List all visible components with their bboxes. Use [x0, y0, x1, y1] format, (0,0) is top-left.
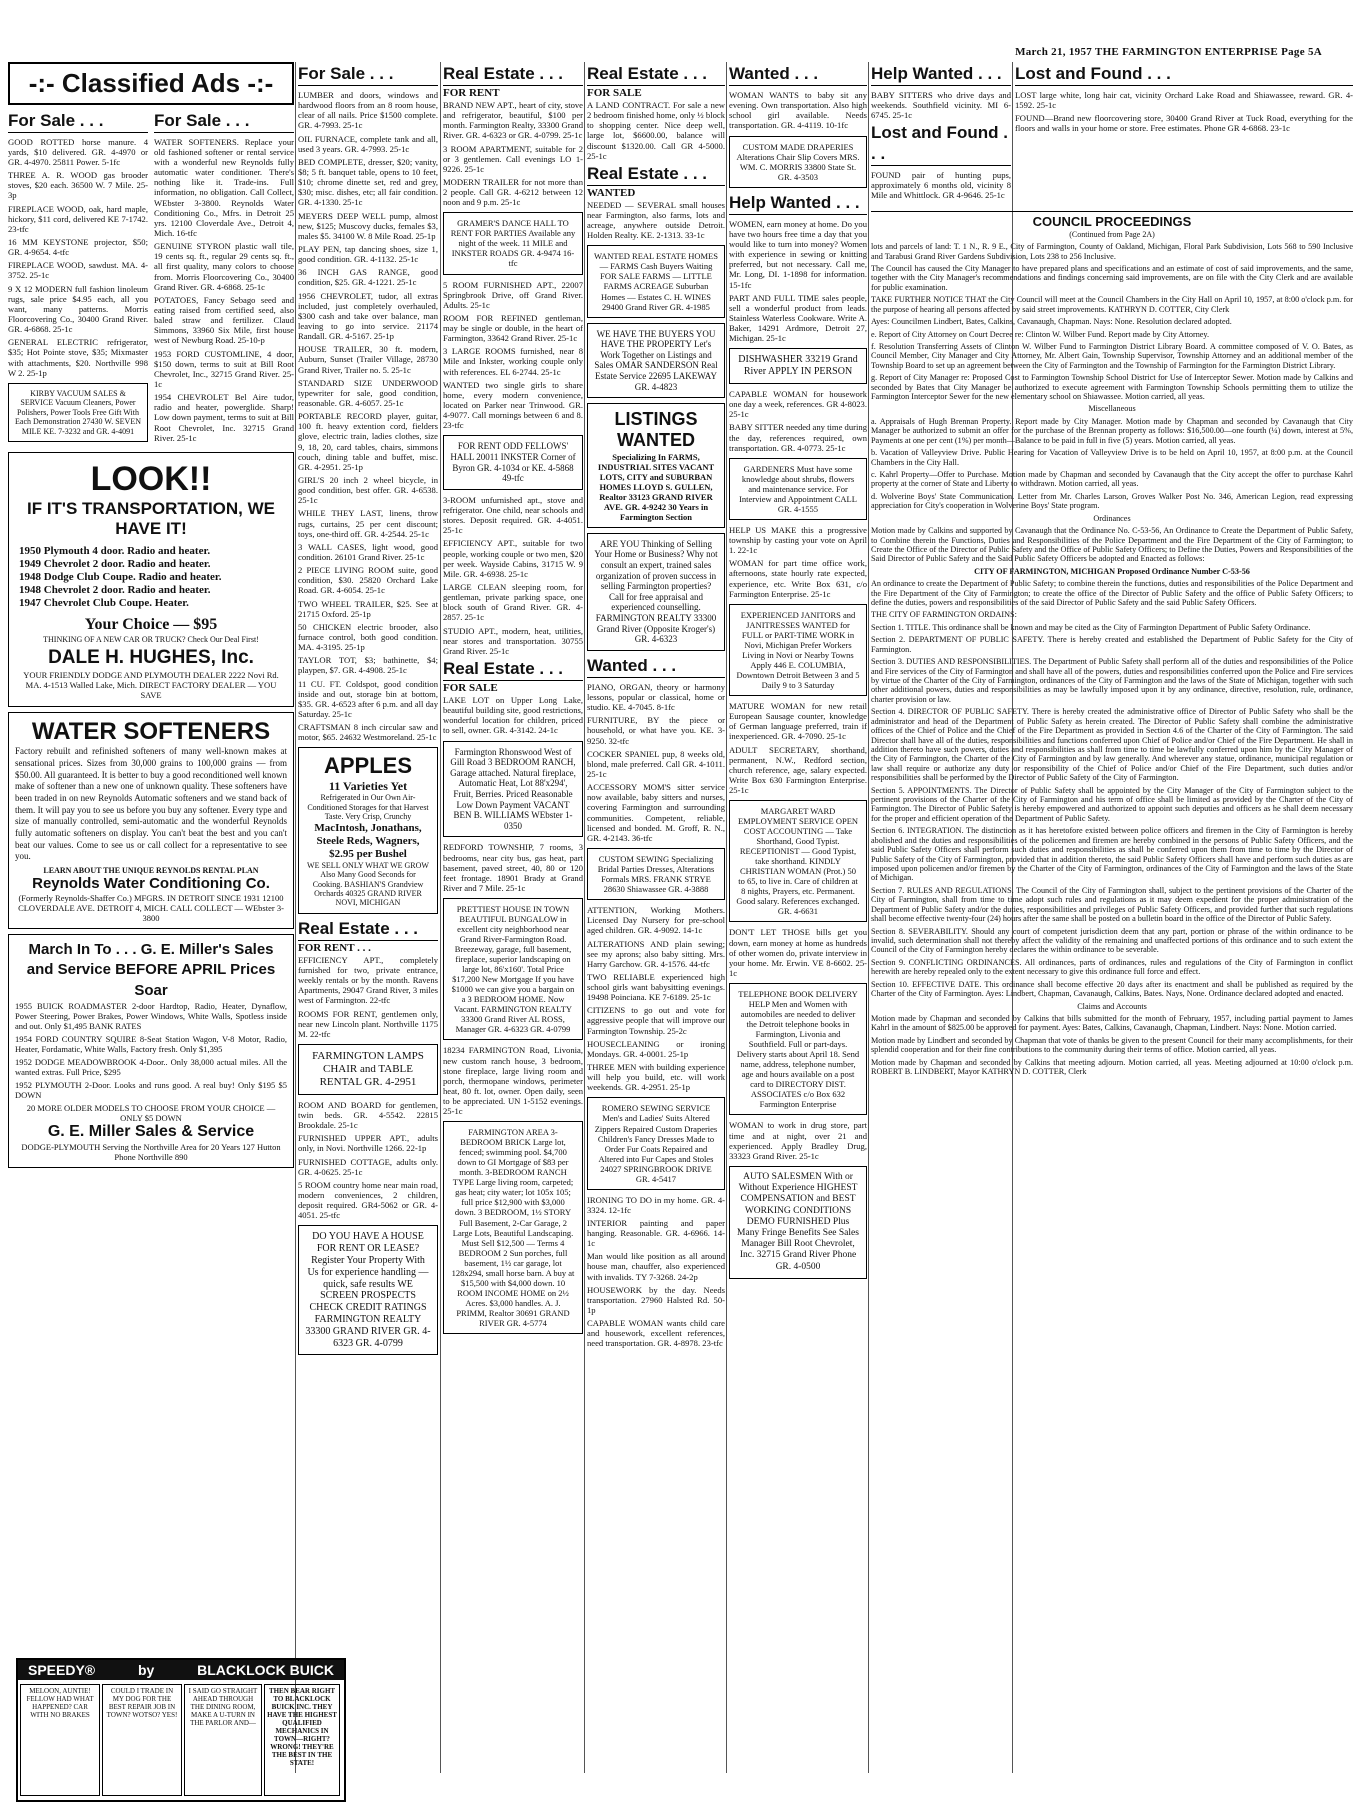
- apples-ad: [298, 747, 438, 914]
- list-item: LAKE LOT on Upper Long Lake, beautiful building site, good restrictions, wonderful location for children, priced to sell, owner. GR. 4-3142. 24-1c: [443, 695, 583, 736]
- list-item: HOUSECLEANING or ironing Mondays. GR. 4-0001. 25-1p: [587, 1038, 725, 1059]
- list-item: 1954 CHEVROLET Bel Aire tudor, radio and heater, powerglide. Sharp! Low down payment, terms to suit at Bill Root Chevrolet, Inc. 32715 Grand River. 25-1c: [154, 392, 294, 443]
- list-item: STANDARD SIZE UNDERWOOD typewriter for sale, good condition, reasonable. GR. 4-6057. 25-1c: [298, 377, 438, 408]
- list-item: 11 CU. FT. Coldspot, good condition inside and out, storage bin at bottom, $35. GR. 4-6523 after 6 p.m. and all day Saturday. 25-1c: [298, 678, 438, 719]
- for-sale-header: For Sale . . .: [298, 64, 438, 86]
- dealer-name: DALE H. HUGHES, Inc.: [48, 647, 254, 669]
- list-item: WOMAN WANTS to baby sit any evening. Own transportation. Also high school girl available. Needs transportation. GR. 4-4119. 10-1fc: [729, 90, 867, 131]
- house-rent-ad: DO YOU HAVE A HOUSE FOR RENT OR LEASE? Register Your Property With Us for experience handling — quick, safe results WE SCREEN PROSPECTS CHECK CREDIT RATINGS FARMINGTON REALTY 33300 GRAND RIVER GR. 4-6323 GR. 4-0799: [298, 1225, 438, 1355]
- miller-foot: DODGE-PLYMOUTH Serving the Northville Area for 20 Years 127 Hutton Phone Northville 890: [21, 1141, 281, 1162]
- council-paragraph: f. Resolution Transferring Assets of Clinton W. Wilber Fund to Farmington District Library Board. A committee composed of V. O. Bates, as Council Member, City Manager and City Attorney, Mr. Albert Gain, Township Supervisor, Township Attorney and an additional member of the Township Board to set up an agreement between the City of Farmington and the Township of Farmington for the Farmington District Library.: [871, 341, 1353, 370]
- masthead: March 21, 1957 THE FARMINGTON ENTERPRISE Page 5A: [1015, 46, 1322, 58]
- dance-hall-ad: GRAMER'S DANCE HALL TO RENT FOR PARTIES Available any night of the week. 11 MILE and INKSTER ROADS GR. 4-9474 16-tfc: [443, 212, 583, 274]
- list-item: THREE A. R. WOOD gas brooder stoves, $20 each. 36500 W. 7 Mile. 25-3p: [8, 170, 148, 201]
- list-item: BED COMPLETE, dresser, $20; vanity, $8; 5 ft. banquet table, opens to 10 feet, $10; chrome dinette set, red and grey, $30; misc. dishes, etc; all fair condition. GR. 4-1330. 25-1c: [298, 156, 438, 208]
- water-softeners-ad: [8, 712, 294, 929]
- list-item: NEEDED — SEVERAL small houses near Farmington, also farms, lots and acreage, anywhere outside Detroit. Holden Realty. KE. 2-1313. 33-1c: [587, 199, 725, 241]
- list-item: REDFORD TOWNSHIP, 7 rooms, 3 bedrooms, near city bus, gas heat, part basement, paved street, 40, 80 or 120 feet frontage. 18901 Brady at Grand River and 7 Mile. 25-1c: [443, 842, 583, 894]
- list-item: 18234 FARMINGTON Road, Livonia, new custom ranch house, 3 bedroom, stone fireplace, large living room and porch, thermopane windows, perimeter heat, 80 ft. lot, owner. Open daily, seen to be appreciated. UN 1-5152 evenings. 25-1c: [443, 1045, 583, 1117]
- list-item: ALTERATIONS AND plain sewing; see my aprons; also baby sitting. Mrs. Harry Garchow. GR. 4-1576. 44-tfc: [587, 938, 725, 969]
- comic-panel-2: COULD I TRADE IN MY DOG FOR THE BEST REPAIR JOB IN TOWN? WOTSO? YES!: [102, 1684, 182, 1796]
- list-item: FOUND—Brand new floorcovering store, 30400 Grand River at Tuck Road, everything for the floors and walls in your home or store. Free estimates. Phone GR 4-6868. 23-1c: [1015, 113, 1353, 134]
- list-item: 5 ROOM FURNISHED APT., 22007 Springbrook Drive, off Grand River. Adults. 25-1c: [443, 279, 583, 310]
- list-item: POTATOES, Fancy Sebago seed and eating raised from certified seed, also baled straw and fertilizer. Claud Simmons, 33960 Six Mile, first house west of Newburg Road. 25-10-p: [154, 294, 294, 346]
- list-item: 1952 DODGE MEADOWBROOK 4-Door.. Only 38,000 actual miles. All the wanted extras. Full Price, $295: [15, 1057, 287, 1078]
- council-paragraph: Section 10. EFFECTIVE DATE. This ordinance shall become effective 20 days after its enactment and shall be published as required by the Charter of the City of Farmington. Ayes: Lindbert, Chapman, Cavanaugh, Calkins, Bates. Nays, None. Ordinance declared adopted and enacted.: [871, 979, 1353, 999]
- council-paragraph: Motion made by Calkins and supported by Cavanaugh that the Ordinance No. C-53-56, An Ordinance to Create the Department of Public Safety, to Combine therein the Functions, Duties and Responsibilities of the Police Department and the Fire Department of the City of Farmington; to Create the Office of the Director of Public Safety and the Office of Public Safety Officers; to Define the Duties, Powers and Responsibilities of the Said Director of Public Safety and the Said Public Safety Officers be adopted and Enacted as follows:: [871, 526, 1353, 564]
- list-item: 1950 Plymouth 4 door. Radio and heater.: [19, 545, 211, 558]
- for-sale-header: For Sale . . .: [154, 111, 294, 133]
- list-item: ACCESSORY MOM'S sitter service now available, baby sitters and nurses, covering Farmington and surrounding communities. Competent, reliable, licensed and bonded. M. Groff, R. N., GR. 4-2143. 36-tfc: [587, 782, 725, 843]
- look-title: LOOK!!: [90, 460, 212, 498]
- list-item: 1947 Chevrolet Club Coupe. Heater.: [19, 597, 189, 610]
- for-sale-sub: FOR SALE: [443, 682, 498, 695]
- auto-salesmen-ad: AUTO SALESMEN With or Without Experience HIGHEST COMPENSATION and BEST WORKING CONDITIONS DEMO FURNISHED Plus Many Fringe Benefits See Sales Manager Bill Root Chevrolet, Inc. 32715 Grand River Phone GR. 4-0500: [729, 1166, 867, 1279]
- list-item: BABY SITTER needed any time during the day, references required, own transportation. GR. 4-0773. 25-1c: [729, 422, 867, 453]
- council-paragraph: Section 1. TITLE. This ordinance shall be known and may be cited as the City of Farmington Department of Public Safety Ordinance.: [871, 622, 1311, 632]
- list-item: FIREPLACE WOOD, oak, hard maple, hickory, $11 cord, delivered KE 7-1742. 23-tfc: [8, 203, 148, 234]
- apples-text: Refrigerated in Our Own Air-Conditioned Storages for that Harvest Taste. Very Crisp, Crunchy: [307, 793, 429, 822]
- list-item: 1954 FORD COUNTRY SQUIRE 8-Seat Station Wagon, V-8 Motor, Radio, Heater, Fordamatic, White Walls, Factory fresh. Only $1,395: [15, 1033, 287, 1054]
- margaret-ward-ad: MARGARET WARD EMPLOYMENT SERVICE OPEN COST ACCOUNTING — Take Shorthand, Good Typist. RECEPTIONIST — Good Typist, take shorthand. KINDLY CHRISTIAN WOMAN (Prot.) 50 to 65, to live in. Care of children at 8 nights, Prayers, etc. Permanent. Good salary. References exchanged. GR. 4-6631: [729, 800, 867, 922]
- selling-ad: ARE YOU Thinking of Selling Your Home or Business? Why not consult an expert, trained sales organization of proven success in selling Farmington properties? Call for free appraisal and experienced counselling. FARMINGTON REALTY 33300 Grand River (Opposite Kroger's) GR. 4-6323: [587, 533, 725, 651]
- list-item: GOOD ROTTED horse manure. 4 yards, $10 delivered. GR. 4-4970 or GR. 4-4970. 25811 Power. 5-1fc: [8, 136, 148, 167]
- council-subhead: CITY OF FARMINGTON, MICHIGAN Proposed Ordinance Number C-53-56: [974, 566, 1250, 576]
- council-paragraph: Ayes: Councilmen Lindbert, Bates, Calkins, Cavanaugh, Chapman. Nays: None. Resolution declared adopted.: [871, 317, 1232, 327]
- water-company: Reynolds Water Conditioning Co.: [32, 875, 270, 893]
- list-item: 2 PIECE LIVING ROOM suite, good condition, $30. 25820 Orchard Lake Road. GR. 4-6054. 25-1c: [298, 565, 438, 596]
- list-item: HELP US MAKE this a progressive township by casting your vote on April 1. 22-1c: [729, 524, 867, 556]
- apples-title: APPLES: [323, 753, 413, 779]
- list-item: 5 ROOM country home near main road, modern conveniences, 2 children, deposit required. GR4-5062 or GR. 4-4051. 25-tfc: [298, 1179, 438, 1221]
- for-rent-sub: FOR RENT: [443, 87, 500, 100]
- water-address: (Formerly Reynolds-Shaffer Co.) MFGRS. IN DETROIT SINCE 1931 12100 CLOVERDALE AVE. DETROIT 4, MICH. CALL COLLECT — WEbster 3-3800: [18, 893, 284, 924]
- prettiest-house-ad: PRETTIEST HOUSE IN TOWN BEAUTIFUL BUNGALOW in excellent city neighborhood near Grand River-Farmington Road. Breezeway, garage, full basement, fireplace, superior landscaping on large lot, 86'x160'. Total Price $17,200 New Mortgage If you have $1000 we can give you a bargain on a 3 BEDROOM HOME. Now Vacant. FARMINGTON REALTY 33300 Grand River AL ROSS, Manager GR. 4-6323 GR. 4-0799: [443, 898, 583, 1040]
- list-item: 1949 Chevrolet 2 door. Radio and heater.: [19, 558, 211, 571]
- council-paragraph: Motion made by Chapman and seconded by Calkins that bills submitted for the month of February, 1957, including partial payment to James Kahrl in the amount of $825.00 be approved for payment. Ayes: Bates, Calkins, Cavanaugh, Chapman, Lindbert. Nays: None. Motion carried.: [871, 1013, 1353, 1033]
- council-paragraph: The Council has caused the City Manager to have prepared plans and specifications and an estimate of cost of said improvements, and the same, together with the City Manager's recommendations and findings concerning said improvements, are on file with the City Clerk and are available for public examination.: [871, 263, 1353, 292]
- column-rule: [726, 62, 727, 1773]
- sanderson-ad: WE HAVE THE BUYERS YOU HAVE THE PROPERTY Let's Work Together on Listings and Sales OMAR SANDERSON Real Estate Service 22695 LAKEWAY GR. 4-4823: [587, 323, 725, 399]
- council-paragraph: Section 8. SEVERABILITY. Should any court of competent jurisdiction deem that any part, portion or phrase of the within ordinance to be invalid, such determination shall not thereby affect the validity of the remaining and unaffected portions of this ordinance and to such extent the Council of the City of Farmington hereby declares the within ordinance to be severable.: [871, 926, 1353, 955]
- list-item: CAPABLE WOMAN wants child care and housework, excellent references, need transportation. GR. 4-8978. 23-tfc: [587, 1318, 725, 1349]
- council-title: COUNCIL PROCEEDINGS: [1032, 214, 1192, 229]
- list-item: LARGE CLEAN sleeping room, for gentleman, private parking space, one block south of Grand River. GR. 4-2857. 25-1c: [443, 582, 583, 623]
- list-item: ROOM AND BOARD for gentlemen, twin beds. GR. 4-5542. 22815 Brookdale. 25-1c: [298, 1099, 438, 1131]
- column-rule: [295, 62, 296, 1773]
- council-paragraph: Section 4. DIRECTOR OF PUBLIC SAFETY. There is hereby created the administrative office of Director of Public Safety who shall be the administrator and head of the Department of Public Safety as herein created. The Director of Public Safety shall combine the administrative offices of the Chief of Police and the Chief of the Fire Department as provided in Section 4.6 of the Charter of the City of Farmington. The said Director shall have all of the duties, responsibilities and functions conferred upon Chief of Police and/or Chief of the Fire Department. He shall in addition thereto have such powers, duties and responsibilities as shall from time to time be lawfully conferred upon him by the City Manager of the City of Farmington, the Charter of the City of Farmington and by law generally. And wherever any statue, ordinance, municipal regulation or law shall require or authorize any duty or responsibility of the Chief of Police and/or Chief of the Fire Department, such duties and/or responsibilities shall be performed by the Director of Public Safety of the City of Farmington.: [871, 707, 1353, 783]
- list-item: FURNITURE, BY the piece or household, or what have you. KE. 3-9250. 32-tfc: [587, 715, 725, 746]
- list-item: MATURE WOMAN for new retail European Sausage counter, knowledge of German language preferred, train if inexperienced. GR. 4-7090. 25-1c: [729, 701, 867, 742]
- list-item: WOMEN, earn money at home. Do you have two hours free time a day that you would like to turn into money? Women with experience in sewing or knitting preferred, but not necessary. Call me, Mr. Long, DI. 1-1898 for information. 15-1fc: [729, 218, 867, 290]
- water-text: Factory rebuilt and refinished softeners of many well-known makes at sensational prices. Sizes from 30,000 grains to 100,000 grains — from $50.00. All guaranteed. It is better to buy a good reconditioned well known make of softener than a new one of unknown quality. These softeners have been traded in on new Reynolds Automatic softeners and we stand back of them. It will pay you to see us before you buy any softener. Every type and size of manually controlled, semi-automatic and the wonderful Reynolds fully automatic softeners on display. You can't beat the best and you can't beat our values. Come to see us or call collect for a representative to see you.: [15, 746, 287, 862]
- comic-by: by: [137, 1662, 155, 1678]
- list-item: CRAFTSMAN 8 inch circular saw and motor, $65. 24632 Westmoreland. 25-1c: [298, 722, 438, 743]
- council-subhead: Claims and Accounts: [1077, 1001, 1147, 1011]
- listings-text: Specializing In FARMS, INDUSTRIAL SITES VACANT LOTS, CITY and SUBURBAN HOMES LLOYD S. GULLEN, Realtor 33123 GRAND RIVER AVE. GR. 4-9242 30 Years in Farmington Section: [597, 451, 715, 522]
- listings-ad: [587, 403, 725, 528]
- list-item: INTERIOR painting and paper hanging. Reasonable. GR. 4-6966. 14-1c: [587, 1217, 725, 1249]
- list-item: 3-ROOM unfurnished apt., stove and refrigerator. One child, near schools and stores. Deposit required. GR. 4-4051. 25-1c: [443, 494, 583, 536]
- list-item: MODERN TRAILER for not more than 2 people. Call GR. 4-6212 between 12 noon and 9 p.m. 25-1c: [443, 177, 583, 208]
- council-paragraph: Section 9. CONFLICTING ORDINANCES. All ordinances, parts of ordinances, rules and regulations of the City of Farmington in conflict herewith are hereby repealed only to the extent necessary to give this ordinance full force and effect.: [871, 957, 1353, 977]
- council-paragraph: Section 3. DUTIES AND RESPONSIBILITIES. The Department of Public Safety shall perform all of the duties and responsibilities of the Police and Fire services of the City of Farmington and shall have all of the powers, duties and responsibilities conferred upon the Police and Fire services by virtue of the Charter of the City of Farmington, ordinances of the City of Farmington and the laws of the State of Michigan, together with such other additional powers, duties and responsibilities as may be lawfully imposed upon it by any ordinance, directive, resolution, rule, ordinance, charter provision or law.: [871, 657, 1353, 704]
- list-item: FOUND pair of hunting pups, approximately 6 months old, vicinity 8 Mile and Whittlock. GR 4-9646. 25-1c: [871, 169, 1011, 200]
- list-item: WATER SOFTENERS. Replace your old fashioned softener or rental service with a wonderful new Reynolds fully automatic water conditioner. There's nothing like it. Trade-ins. Full information, no obligation. Call Collect, WEbster 3-3800. Reynolds Water Conditioning Co., Mfrs. in Detroit 25 yrs. 12100 Cloverdale Ave., Detroit 4, Mich. 16-tfc: [154, 136, 294, 238]
- list-item: STUDIO APT., modern, heat, utilities, near stores and transportation. 30755 Grand River. 25-1c: [443, 625, 583, 656]
- list-item: ROOMS FOR RENT, gentlemen only, near new Lincoln plant. Northville 1175 M. 22-tfc: [298, 1008, 438, 1039]
- list-item: TAYLOR TOT, $3; bathinette, $4; playpen, $7. GR. 4-4908. 25-1c: [298, 655, 438, 676]
- farmington-area-ad: FARMINGTON AREA 3-BEDROOM BRICK Large lot, fenced; swimming pool. $4,700 down to GI Mortgage of $83 per month. 3-BEDROOM RANCH TYPE Large living room, carpeted; gas heat; city water; lot 105x 105; full price $12,900 with $3,000 down. 3 BEDROOM, 1½ STORY Full Basement, 2-Car Garage, 2 Large Lots, Beautiful Landscaping. Must Sell $12,500 — Terms 4 BEDROOM 2 Sun porches, full basement, 1½ car garage, lot 128x294, small horse barn. A buy at $15,500 with $4,000 down. 10 ROOM INCOME HOME on 2½ Acres. $3,000 handles. A. J. PRIMM, Realtor 30691 GRAND RIVER GR. 4-5774: [443, 1121, 583, 1333]
- list-item: WHILE THEY LAST, linens, throw rugs, curtains, 25 per cent discount; toys, one-third off. GR. 4-2544. 25-1c: [298, 508, 438, 539]
- list-item: 1952 PLYMOUTH 2-Door. Looks and runs good. A real buy! Only $195 $5 DOWN: [15, 1080, 287, 1101]
- council-subhead: Ordinances: [1093, 513, 1131, 523]
- council-paragraph: Section 7. RULES AND REGULATIONS. The Council of the City of Farmington shall, subject to the pertinent provisions of the Charter of the City of Farmington, shall from time to time adopt such rules and regulations as it may deem expedient for the proper administration of the Department of Public Safety and/or the duties, responsibilities and privileges of Public Safety Officers, and provided further that such regulations shall become effective twenty-four (24) hours after the same shall be posted on a bulletin board in the office of the Director of Public Safety.: [871, 885, 1353, 924]
- council-paragraph: lots and parcels of land: T. 1 N., R. 9 E., City of Farmington, County of Oakland, Michigan, Floral Park Subdivision, Lots 568 to 590 Inclusive and Tarabusi Grand River Gardens Subdivision, Lots 238 to 256 Inclusive.: [871, 242, 1353, 261]
- council-paragraph: a. Appraisals of Hugh Brennan Property. Report made by City Manager. Motion made by Chapman and seconded by Cavanaugh that City Manager be authorized to submit an offer for the purchase of the Brennan property as follows: $16,500.00—one fourth (¼) down, interest at 5%, Payments at one per cent (1%) per month—Balance to be paid in full in five (5) years. Motion carried, all yeas.: [871, 416, 1353, 445]
- list-item: 3 ROOM APARTMENT, suitable for 2 or 3 gentlemen. Call evenings LO 1-9226. 25-1c: [443, 143, 583, 174]
- list-item: COCKER SPANIEL pup, 8 weeks old, blond, male preferred. Call GR. 4-1011. 25-1c: [587, 748, 725, 780]
- miller-head: March In To . . . G. E. Miller's Sales and Service BEFORE APRIL Prices Soar: [26, 941, 276, 999]
- list-item: DON'T LET THOSE bills get you down, earn money at home as hundreds of other women do, private interview in your home. Mr. Erwin. VE 8-6602. 25-1c: [729, 927, 867, 979]
- odd-fellows-ad: FOR RENT ODD FELLOWS' HALL 20011 INKSTER Corner of Byron GR. 4-1034 or KE. 4-5868 49-tfc: [443, 435, 583, 489]
- council-paragraph: Motion made by Chapman and seconded by Calkins that meeting adjourn. Motion carried, all yeas. Meeting adjourned at 10:00 o'clock p.m. ROBERT B. LINDBERT, Mayor KATHRYN D. COTTER, Clerk: [871, 1057, 1353, 1077]
- list-item: BABY SITTERS who drive days and weekends. Southfield vicinity. MI 6-6745. 25-1c: [871, 90, 1011, 121]
- council-continued: (Continued from Page 2A): [1069, 229, 1155, 239]
- for-sale-header: For Sale . . .: [8, 111, 148, 133]
- custom-sewing-ad: CUSTOM SEWING Specializing Bridal Parties Dresses, Alterations Formals MRS. FRANK STRYE 28630 Shiawassee GR. 4-3888: [587, 848, 725, 900]
- help-wanted-header: Help Wanted . . .: [729, 193, 867, 215]
- choice-sub: THINKING OF A NEW CAR OR TRUCK? Check Our Deal First!: [43, 634, 259, 644]
- council-paragraph: Section 5. APPOINTMENTS. The Director of Public Safety shall be appointed by the City Manager of the City of Farmington subject to the pertinent provisions of the Charter of the City of Farmington and his term of office shall be limited as provided by the Charter of the City of Farmington. The Director of Public Safety is hereby empowered and authorized to appoint such deputies and officers as he shall deem necessary for the proper and efficient operation of the Department of Public Safety.: [871, 785, 1353, 823]
- list-item: GIRL'S 20 inch 2 wheel bicycle, in good condition, best offer. GR. 4-6538. 25-1c: [298, 474, 438, 506]
- list-item: CITIZENS to go out and vote for aggressive people that will improve our Farmington Township. 25-2c: [587, 1005, 725, 1036]
- miller-ad: [8, 934, 294, 1168]
- wanted-header: Wanted . . .: [729, 64, 867, 86]
- list-item: 3 LARGE ROOMS furnished, near 8 Mile and Inkster, working couple only with references. EL 6-2744. 25-1c: [443, 346, 583, 377]
- comic-panel-4: THEN BEAR RIGHT TO BLACKLOCK BUICK INC. THEY HAVE THE HIGHEST QUALIFIED MECHANICS IN TOWN—RIGHT? WRONG! THEY'RE THE BEST IN THE STATE!: [264, 1684, 340, 1796]
- council-paragraph: b. Vacation of Valleyview Drive. Public Hearing for Vacation of Valleyview Drive is to be held on April 10, 1957, at 8:00 p.m. at the Council Chambers in the City Hall.: [871, 448, 1353, 467]
- classified-ads-title: -:- Classified Ads -:-: [8, 62, 294, 105]
- list-item: ADULT SECRETARY, shorthand, permanent, N.W., Redford section, church reference, age, salary expected. Write Box 630 Farmington Enterprise. 25-1c: [729, 744, 867, 796]
- list-item: 1948 Chevrolet 2 door. Radio and heater.: [19, 584, 211, 597]
- listings-title: LISTINGS WANTED: [614, 409, 698, 451]
- real-estate-header: Real Estate . . .: [587, 164, 725, 186]
- list-item: PORTABLE RECORD player, guitar, 100 ft. heavy extention cord, fielders glove, electric train, ladies clothes, size 9, 18, 20, card tables, chairs, simmons couch, dining table and buffet, misc. GR. 4-2951. 25-1p: [298, 411, 438, 472]
- council-paragraph: An ordinance to create the Department of Public Safety; to combine therein the functions, duties and responsibilities of the Police Department and the Fire Department of the City of Farmington; to create the office of the Director of Public Safety and the office of Public Safety Officers; to define the duties, powers and responsibilities of the said Director of Public Safety and the said Public Safety Officers.: [871, 579, 1353, 608]
- list-item: EFFICIENCY APT., suitable for two people, working couple or two men, $20 per week. Wayside Cabins, 31715 W. 9 Mile. GR. 4-6938. 25-1c: [443, 538, 583, 579]
- miller-more: 20 MORE OLDER MODELS TO CHOOSE FROM YOUR CHOICE — ONLY $5 DOWN: [26, 1103, 276, 1124]
- help-wanted-header: Help Wanted . . .: [871, 64, 1011, 86]
- lamps-ad: FARMINGTON LAMPS CHAIR and TABLE RENTAL GR. 4-2951: [298, 1044, 438, 1095]
- comic-title-right: BLACKLOCK BUICK: [197, 1662, 334, 1678]
- comic-title-left: SPEEDY®: [28, 1662, 96, 1678]
- list-item: A LAND CONTRACT. For sale a new 2 bedroom finished home, only ½ block to shopping center. Nice deep well, large lot, $6600.00, balance will discount $1320.00. Call GR 4-5000. 25-1c: [587, 100, 725, 161]
- list-item: 50 CHICKEN electric brooder, also furnace control, both good condition. MA. 4-3195. 25-1p: [298, 621, 438, 653]
- list-item: 3 WALL CASES, light wood, good condition. 26101 Grand River. 25-1c: [298, 541, 438, 562]
- council-paragraph: c. Kahrl Property—Offer to Purchase. Motion made by Chapman and seconded by Cavanaugh that the City accept the offer to purchase Kahrl property at the corner of State and Liberty to withdrawn. Motion carried, all yeas.: [871, 469, 1353, 489]
- dishwasher-ad: DISHWASHER 33219 Grand River APPLY IN PERSON: [729, 348, 867, 384]
- for-rent-sub: FOR RENT . . .: [298, 941, 371, 954]
- column-5: [587, 62, 725, 1798]
- look-subtitle: IF IT'S TRANSPORTATION, WE HAVE IT!: [26, 499, 275, 539]
- dealer-info: YOUR FRIENDLY DODGE AND PLYMOUTH DEALER 2222 Novi Rd. MA. 4-1513 Walled Lake, Mich. DIRECT FACTORY DEALER — YOU SAVE: [23, 669, 279, 700]
- choice-price: Your Choice — $95: [84, 616, 218, 634]
- column-rule: [440, 62, 441, 1773]
- list-item: WANTED two single girls to share home, every modern convenience, located on Parker near Trinwood. GR. 4-9077. Call mornings between 6 and 8. 23-tfc: [443, 379, 583, 431]
- list-item: TWO WHEEL TRAILER, $25. See at 21715 Oxford. 25-1p: [298, 598, 438, 619]
- council-paragraph: Motion made by Lindbert and seconded by Chapman that vote of thanks be given to the present Council for their many accomplishments, for their splendid cooperation and for their fine contributions to the community during their terms of office. Motion carried, all yeas.: [871, 1035, 1353, 1055]
- comic-header: [18, 1660, 344, 1680]
- list-item: GENUINE STYRON plastic wall tile, 19 cents sq. ft., regular 29 cents sq. ft., all first quality, many colors to choose from. Morris Floorcovering Co., 30400 Grand River. GR. 4-6868. 25-1c: [154, 241, 294, 292]
- water-plan: LEARN ABOUT THE UNIQUE REYNOLDS RENTAL PLAN: [43, 866, 259, 875]
- gardeners-ad: GARDENERS Must have some knowledge about shrubs, flowers and maintenance service. For Interview and Appointment CALL GR. 4-1555: [729, 458, 867, 520]
- kirby-ad: KIRBY VACUUM SALES & SERVICE Vacuum Cleaners, Power Polishers, Power Tools Free Gift With Each Demonstration 27430 W. SEVEN MILE KE. 7-3232 and GR. 4-4091: [8, 383, 148, 442]
- council-paragraph: Section 6. INTEGRATION. The distinction as it has heretofore existed between police officers and firemen in the City of Farmington is hereby abolished and the duties and responsibilities of the policemen and firemen are hereby combined in the persons of Public Safety Officers, and the said Public Safety Officers shall perform such duties and responsibilities as shall be conferred upon them from time to time by the Director of Public Safety of the City of Farmington, provided that in addition thereto, the said Public Safety Officers shall have and perform such duties as are imposed upon policemen and/or firemen by the Charter of the City of Farmington, ordinances of the City of Farmington and the laws of the State of Michigan.: [871, 826, 1353, 883]
- council-paragraph: Section 2. DEPARTMENT OF PUBLIC SAFETY. There is hereby created and established the Department of Public Safety for the City of Farmington.: [871, 635, 1353, 654]
- apples-sub: 11 Varieties Yet: [328, 779, 408, 794]
- list-item: ATTENTION, Working Mothers. Licensed Day Nursery for pre-school aged children. GR. 4-9092. 14-1c: [587, 905, 725, 936]
- list-item: CAPABLE WOMAN for housework one day a week, references. GR 4-8023. 25-1c: [729, 389, 867, 420]
- romero-ad: ROMERO SEWING SERVICE Men's and Ladies' Suits Altered Zippers Repaired Custom Draperies Children's Fancy Dresses Made to Order Fur Coats Repaired and Altered into Fur Capes and Stoles 24027 SPRINGBROOK DRIVE GR. 4-5417: [587, 1097, 725, 1189]
- list-item: FURNISHED UPPER APT., adults only, in Novi. Northville 1266. 22-1p: [298, 1133, 438, 1154]
- list-item: BRAND NEW APT., heart of city, stove and refrigerator, beautiful, $100 per month. Farmington Realty, 33300 Grand River. GR. 4-6323 or GR. 4-0799. 25-1c: [443, 100, 583, 141]
- list-item: FIREPLACE WOOD, sawdust. MA. 4-3752. 25-1c: [8, 260, 148, 281]
- council-paragraph: e. Report of City Attorney on Court Decree re: Clinton W. Wilber Fund. Report made by City Attorney.: [871, 329, 1210, 339]
- list-item: OIL FURNACE, complete tank and all, used 3 years. GR. 4-7993. 25-1c: [298, 133, 438, 154]
- list-item: 36 INCH GAS RANGE, good condition, $25. GR. 4-1221. 25-1c: [298, 267, 438, 288]
- list-item: WOMAN to work in drug store, part time and at night, over 21 and experienced. Apply Bradley Drug, 33323 Grand River. 25-1c: [729, 1120, 867, 1161]
- list-item: HOUSEWORK by the day. Needs transportation. 27960 Halsted Rd. 50-1p: [587, 1284, 725, 1315]
- list-item: HOUSE TRAILER, 30 ft. modern, Auburn, Sunset (Trailer Village, 28730 Grand River, Trailer no. 5. 25-1c: [298, 344, 438, 375]
- telephone-book-ad: TELEPHONE BOOK DELIVERY HELP Men and Women with automobiles are needed to deliver the Detroit telephone books in Farmington, Livonia and Southfield. Full or part-days. Delivery starts about April 18. Send name, address, telephone number, age and hours available on a post card to DIRECTORY DIST. ASSOCIATES c/o Box 632 Farmington Enterprise: [729, 983, 867, 1115]
- list-item: 1953 FORD CUSTOMLINE, 4 door, $150 down, terms to suit at Bill Root Chevrolet, Inc., 32715 Grand River. 25-1c: [154, 348, 294, 389]
- wanted-sub: WANTED: [587, 186, 636, 199]
- column-8-top: [1015, 62, 1353, 202]
- council-paragraph: THE CITY OF FARMINGTON ORDAINS:: [871, 610, 1017, 620]
- real-estate-header: Real Estate . . .: [587, 64, 725, 86]
- list-item: 9 X 12 MODERN full fashion linoleum rugs, sale price $4.95 each, all you want, many patterns. Morris Floorcovering Co., 30400 Grand River. GR. 4-6868. 25-1c: [8, 283, 148, 335]
- comic-panel-3: I SAID GO STRAIGHT AHEAD THROUGH THE DINING ROOM, MAKE A U-TURN IN THE PARLOR AND—: [184, 1684, 262, 1796]
- real-estate-header: Real Estate . . .: [298, 919, 438, 941]
- real-estate-header: Real Estate . . .: [443, 64, 583, 86]
- comic-panel-1: MELOON, AUNTIE! FELLOW HAD WHAT HAPPENED? CAR WITH NO BRAKES: [20, 1684, 100, 1796]
- list-item: 16 MM KEYSTONE projector, $50; GR. 4-9654. 4-tfc: [8, 236, 148, 258]
- miller-name: G. E. Miller Sales & Service: [47, 1123, 255, 1141]
- list-item: 1956 CHEVROLET, tudor, all extras included, just completely overhauled, $300 cash and take over balance, man leaving to go into service. 21174 Randall. GR. 4-5167. 25-1p: [298, 290, 438, 342]
- wines-ad: WANTED REAL ESTATE HOMES — FARMS Cash Buyers Waiting FOR SALE FARMS — LITTLE FARMS ACREAGE Suburban Homes — Estates C. H. WINES 29400 Grand River GR. 4-1985: [587, 245, 725, 317]
- council-proceedings: [871, 208, 1353, 1794]
- williams-ad: Farmington Rhonswood West of Gill Road 3 BEDROOM RANCH, Garage attached. Natural fireplace, Automatic Heat, Lot 88'x294', Fruit, Berries. Priced Reasonable Low Down Payment VACANT BEN B. WILLIAMS WEbster 1-0350: [443, 741, 583, 838]
- water-title: WATER SOFTENERS: [31, 717, 271, 745]
- column-1: [8, 62, 294, 1652]
- list-item: ROOM FOR REFINED gentleman, may be single or double, in the heart of Farmington, 33642 Grand River. 25-1c: [443, 312, 583, 344]
- list-item: TWO RELIABLE experienced high school girls want babysitting evenings. 19498 Poinciana. KE 7-6189. 25-1c: [587, 971, 725, 1003]
- janitors-ad: EXPERIENCED JANITORS and JANITRESSES WANTED for FULL or PART-TIME WORK in Novi, Michigan Prefer Workers Living in Novi or Nearby Towns Apply 446 E. COLUMBIA, Downtown Detroit Between 3 and 5 Daily 9 to 3 Saturday: [729, 604, 867, 696]
- column-3: [298, 62, 438, 1798]
- council-paragraph: TAKE FURTHER NOTICE THAT the City Council will meet at the Council Chambers in the City Hall on April 10, 1957, at 8:00 o'clock p.m. for the purpose of hearing all persons affected by said street improvements. KATHRYN D. COTTER, City Clerk: [871, 295, 1353, 314]
- column-7-top: [871, 62, 1011, 202]
- apples-price: $2.95 per Bushel: [329, 847, 407, 860]
- list-item: 1948 Dodge Club Coupe. Radio and heater.: [19, 571, 222, 584]
- look-ad: [8, 452, 294, 707]
- column-rule: [868, 62, 869, 1773]
- column-4: [443, 62, 583, 1798]
- column-6: [729, 62, 867, 1798]
- list-item: FURNISHED COTTAGE, adults only. GR. 4-0625. 25-1c: [298, 1156, 438, 1177]
- council-paragraph: d. Wolverine Boys' State Communication. Letter from Mr. Charles Larson, Groves Walker Post No. 346, American Legion, read expressing appreciation for City's cooperation in Wolverine Boys' State program.: [871, 491, 1353, 511]
- speedy-comic-strip: [16, 1658, 346, 1802]
- list-item: Man would like position as all around house man, chauffer, also experienced with invalids. TY 7-3268. 24-2p: [587, 1251, 725, 1282]
- list-item: LOST large white, long hair cat, vicinity Orchard Lake Road and Shiawassee, reward. GR. 4-1592. 25-1c: [1015, 90, 1353, 111]
- list-item: 1955 BUICK ROADMASTER 2-door Hardtop, Radio, Heater, Dynaflow, Power Steering, Power Brakes, Power Windows, White Walls, Spotless inside and out. Only $1,495 BANK RATES: [15, 1000, 287, 1031]
- list-item: EFFICIENCY APT., completely furnished for two, private entrance, weekly rentals or by the month. Ravens Apartments, 29047 Grand River, 3 miles west of Farmington. 22-tfc: [298, 954, 438, 1006]
- lost-found-header: Lost and Found . . .: [871, 123, 1011, 165]
- list-item: PART AND FULL TIME sales people, sell a wonderful product from leads. Stainless Waterless Cookware. Write A. Baker, 14291 Ardmore, Detroit 27, Michigan. 25-1c: [729, 292, 867, 344]
- draperies-ad: CUSTOM MADE DRAPERIES Alterations Chair Slip Covers MRS. WM. C. MORRIS 33800 State St. GR. 4-3503: [729, 136, 867, 188]
- column-rule: [584, 62, 585, 1773]
- list-item: IRONING TO DO in my home. GR. 4-3324. 12-1fc: [587, 1194, 725, 1215]
- apples-foot: WE SELL ONLY WHAT WE GROW Also Many Good Seconds for Cooking. BASHIAN'S Grandview Orchards 40325 GRAND RIVER NOVI, MICHIGAN: [307, 860, 429, 908]
- council-paragraph: g. Report of City Manager re: Proposed Cost to Farmington Township School District for Use of Interceptor Sewer. Motion made by Calkins and seconded by Bates that City Manager be authorized to execute agreement with Farmington Township Schools permitting them to utilize the Farmington Interceptor Sewer for the new elementary school on Shiawassee. Motion carried, all yeas.: [871, 373, 1353, 402]
- wanted-header: Wanted . . .: [587, 656, 725, 678]
- real-estate-header: Real Estate . . .: [443, 659, 583, 681]
- list-item: PIANO, ORGAN, theory or harmony lessons, popular or classical, home or studio. KE. 4-7045. 8-1fc: [587, 681, 725, 713]
- apples-names: MacIntosh, Jonathans, Steele Reds, Wagners,: [314, 821, 422, 847]
- list-item: THREE MEN with building experience will help you build, etc. will work weekends. GR. 4-2951. 25-1p: [587, 1062, 725, 1093]
- list-item: MEYERS DEEP WELL pump, almost new, $125; Muscovy ducks, females $3, males $5. 34100 W. 8 Mile Road. 25-1p: [298, 210, 438, 241]
- for-sale-sub: FOR SALE: [587, 87, 642, 100]
- list-item: WOMAN for part time office work, afternoons, state hourly rate expected, experience, etc. Write Box 631, c/o Farmington Enterprise. 25-1c: [729, 558, 867, 599]
- list-item: GENERAL ELECTRIC refrigerator, $35; Hot Pointe stove, $35; Mixmaster with attachments, $20. Northville 998 W 2. 25-1p: [8, 337, 148, 378]
- lost-found-header: Lost and Found . . .: [1015, 64, 1353, 86]
- council-subhead: Miscellaneous: [1088, 404, 1136, 414]
- list-item: PLAY PEN, tap dancing shoes, size 1, good condition. GR. 4-1132. 25-1c: [298, 244, 438, 265]
- list-item: LUMBER and doors, windows and hardwood floors from an 8 room house, clear of all nails. Price $1500 complete. GR. 4-7993. 25-1c: [298, 90, 438, 131]
